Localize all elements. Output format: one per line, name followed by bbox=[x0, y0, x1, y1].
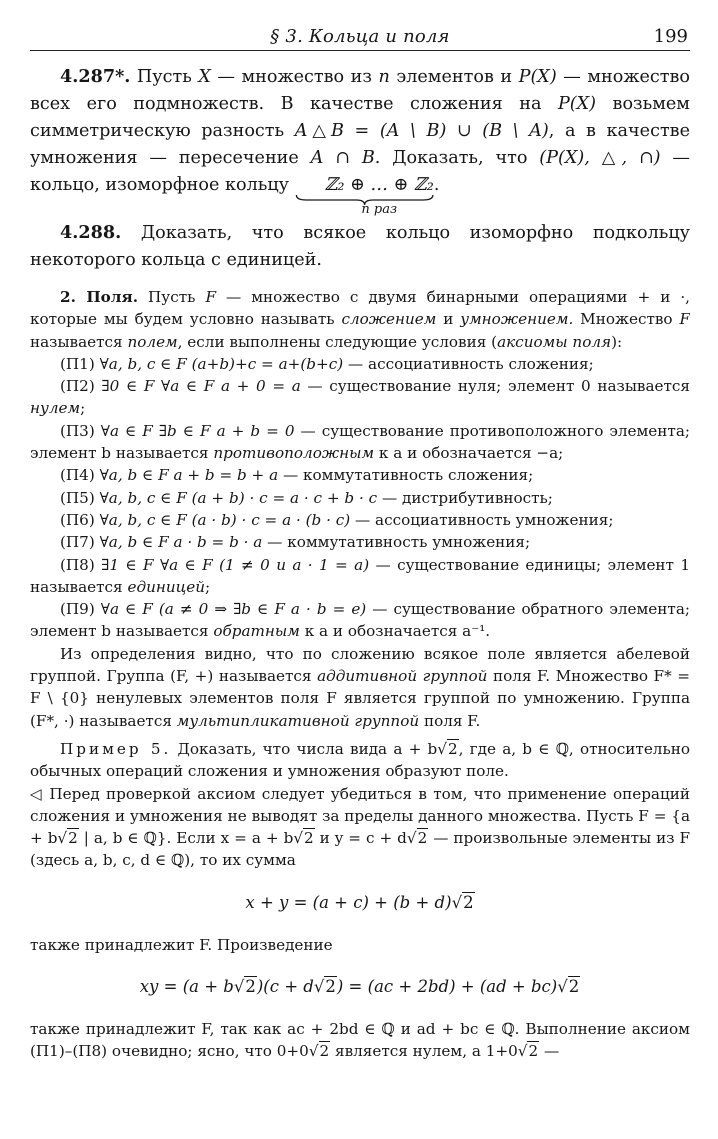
sqrt: √2 bbox=[557, 977, 580, 997]
text: — кольцо, изоморфное кольцу bbox=[30, 148, 690, 195]
formula-text: )(c + d bbox=[256, 977, 314, 997]
text: , если выполнены следующие условия ( bbox=[177, 332, 498, 351]
radicand: 2 bbox=[245, 977, 256, 997]
axiom-text: — ассоциативность умножения; bbox=[350, 510, 614, 529]
axiom-label: (П1) bbox=[60, 354, 95, 373]
formula-product bbox=[30, 956, 690, 1018]
text: , а в качестве умножения — пересечение bbox=[30, 121, 690, 168]
formula-text: ) = (ac + 2bd) + (ad + bc) bbox=[336, 977, 558, 997]
closing-paragraph bbox=[30, 1018, 690, 1063]
axiom-formula: ∀a ∈ F ∃b ∈ F a + b = 0 bbox=[94, 421, 295, 440]
axiom-label: (П3) bbox=[60, 421, 95, 440]
text: Пусть bbox=[130, 67, 199, 87]
section-fields bbox=[30, 286, 690, 1063]
axiom-text: — коммутативность умножения; bbox=[262, 533, 531, 552]
text: — bbox=[539, 1042, 560, 1061]
sqrt: √2 bbox=[57, 829, 78, 848]
text-between: также принадлежит F. Произведение bbox=[30, 935, 333, 954]
axiom-label: (П2) bbox=[60, 377, 95, 396]
text: является нулем, а 1+0 bbox=[330, 1042, 518, 1061]
axiom-term: противоположным bbox=[213, 444, 375, 463]
text: и y = c + d bbox=[314, 829, 407, 848]
page-number: 199 bbox=[653, 26, 688, 47]
document-page bbox=[30, 20, 690, 1130]
axiom-tail: ; bbox=[205, 577, 211, 596]
axiom-formula: ∃1 ∈ F ∀a ∈ F (1 ≠ 0 и a · 1 = a) bbox=[94, 555, 370, 574]
text: ◁ Перед проверкой аксиом следует убедиться в том, что применение операций сложения и умножения не выводят за пределы данного множества. Пусть F = {a + b bbox=[30, 784, 690, 848]
axiom-term: нулем bbox=[30, 399, 81, 418]
math: F bbox=[205, 288, 216, 306]
axiom-label: (П4) bbox=[60, 466, 95, 485]
sqrt: √2 bbox=[293, 829, 314, 848]
paragraph-groups bbox=[30, 643, 690, 732]
ring-direct-sum: ℤ₂ ⊕ … ⊕ ℤ₂ bbox=[324, 175, 434, 195]
text: Из определения видно, что по сложению всякое поле является абелевой группой. Группа (F, +) называется bbox=[30, 644, 690, 686]
sqrt: √2 bbox=[517, 1042, 539, 1061]
text: , где a, b ∈ ℚ, относительно обычных операций сложения и умножения образуют поле. bbox=[30, 739, 690, 781]
math: (P(X), △, ∩) bbox=[539, 148, 661, 168]
axiom-5 bbox=[30, 487, 690, 509]
problem-4-288 bbox=[30, 219, 690, 274]
emphasis: мультипликативной группой bbox=[176, 711, 420, 730]
radicand: 2 bbox=[463, 892, 474, 912]
emphasis: полем bbox=[127, 332, 178, 351]
sqrt: √2 bbox=[437, 739, 458, 758]
text: Пусть bbox=[138, 288, 206, 306]
text: элементов и bbox=[389, 67, 519, 87]
radicand: 2 bbox=[325, 977, 336, 997]
axiom-text: — существование обратного элемента; элемент b называется bbox=[30, 600, 690, 641]
axiom-formula: ∀a, b, c ∈ F (a · b) · c = a · (b · c) bbox=[94, 510, 351, 529]
axiom-2 bbox=[30, 375, 690, 420]
math: X bbox=[198, 67, 211, 87]
math: P(X) bbox=[557, 94, 597, 114]
text: ): bbox=[611, 332, 623, 351]
axiom-6 bbox=[30, 509, 690, 531]
text: . bbox=[433, 175, 440, 195]
emphasis: умножением. bbox=[460, 310, 574, 329]
axiom-text: — существование нуля; элемент 0 называется bbox=[300, 377, 690, 396]
axiom-tail: к a и обозначается a⁻¹. bbox=[299, 622, 491, 641]
axiom-formula: ∀a, b, c ∈ F (a+b)+c = a+(b+c) bbox=[94, 354, 344, 373]
problem-number: 4.287*. bbox=[60, 66, 131, 87]
axiom-text: — существование противоположного элемента; элемент b называется bbox=[30, 421, 690, 463]
formula-sum bbox=[30, 872, 690, 934]
radicand: 2 bbox=[68, 829, 78, 848]
axiom-1 bbox=[30, 353, 690, 375]
axiom-label: (П7) bbox=[60, 533, 95, 552]
axiom-label: (П5) bbox=[60, 488, 95, 507]
sqrt: √2 bbox=[308, 1042, 330, 1061]
axiom-9 bbox=[30, 598, 690, 643]
math: P(X) bbox=[518, 67, 557, 87]
text: и bbox=[436, 310, 461, 329]
axiom-term: обратным bbox=[213, 622, 300, 641]
axiom-formula: ∀a ∈ F (a ≠ 0 ⇒ ∃b ∈ F a · b = e) bbox=[94, 600, 367, 619]
text: Доказать, что всякое кольцо изоморфно подкольцу некоторого кольца с единицей. bbox=[30, 223, 690, 270]
text: . Доказать, что bbox=[374, 148, 540, 168]
emphasis: сложением bbox=[341, 310, 437, 329]
axiom-formula: ∀a, b ∈ F a · b = b · a bbox=[94, 533, 263, 552]
math: F bbox=[679, 310, 690, 329]
axiom-7 bbox=[30, 531, 690, 553]
axiom-formula: ∀a, b ∈ F a + b = b + a bbox=[94, 466, 279, 485]
text: поля F. Множество F* = F \ {0} ненулевых элементов поля F является группой по умножению. Группа (F*, ·) называется bbox=[30, 667, 690, 730]
text: также принадлежит F, так как ac + 2bd ∈ ℚ и ad + bc ∈ ℚ. Выполнение аксиом (П1)–(П8) очевидно; ясно, что 0+0 bbox=[30, 1020, 690, 1061]
problem-4-287 bbox=[30, 63, 690, 217]
axiom-label: (П6) bbox=[60, 510, 95, 529]
math: A△B = (A \ B) ∪ (B \ A) bbox=[294, 121, 549, 141]
sqrt: √2 bbox=[313, 977, 336, 997]
text: — множество всех его подмножеств. В качестве сложения на bbox=[30, 67, 690, 114]
text: Доказать, что числа вида a + b bbox=[171, 739, 438, 758]
radicand: 2 bbox=[568, 977, 580, 997]
sqrt: √2 bbox=[233, 977, 256, 997]
text: Множество bbox=[573, 310, 680, 329]
axiom-tail: ; bbox=[80, 399, 86, 418]
sqrt: √2 bbox=[406, 829, 428, 848]
problem-number: 4.288. bbox=[60, 222, 122, 243]
text: возьмем симметрическую разность bbox=[30, 94, 690, 141]
sqrt: √2 bbox=[451, 892, 474, 912]
radicand: 2 bbox=[447, 739, 458, 758]
proof-paragraph bbox=[30, 783, 690, 872]
axiom-text: — существование единицы; элемент 1 называется bbox=[30, 555, 690, 596]
running-header bbox=[30, 20, 690, 51]
radicand: 2 bbox=[319, 1042, 330, 1061]
axiom-label: (П9) bbox=[60, 600, 95, 619]
axiom-tail: к a и обозначается −a; bbox=[374, 444, 564, 463]
axiom-text: — дистрибутивность; bbox=[377, 488, 553, 507]
underbrace-group bbox=[295, 172, 434, 217]
brace-label: n раз bbox=[361, 202, 398, 217]
axiom-text: — коммутативность сложения; bbox=[278, 466, 534, 485]
radicand: 2 bbox=[417, 829, 428, 848]
text: называется bbox=[30, 332, 128, 351]
radicand: 2 bbox=[528, 1042, 539, 1061]
axiom-label: (П8) bbox=[60, 555, 95, 574]
section-heading: 2. Поля. bbox=[60, 288, 139, 306]
text: — произвольные элементы из F (здесь a, b, c, d ∈ ℚ), то их сумма bbox=[30, 829, 690, 870]
text: | a, b ∈ ℚ}. Если x = a + b bbox=[78, 829, 294, 848]
text: поля F. bbox=[419, 711, 481, 730]
math: n bbox=[378, 67, 390, 87]
example-5 bbox=[30, 738, 690, 783]
text: — множество из bbox=[210, 67, 379, 87]
formula-text: xy = (a + b bbox=[139, 977, 234, 997]
section-intro bbox=[30, 286, 690, 353]
text: — множество с двумя бинарными операциями + и ·, которые мы будем условно называть bbox=[30, 288, 690, 329]
axiom-3 bbox=[30, 420, 690, 465]
example-label: Пример 5. bbox=[60, 739, 172, 758]
emphasis: аддитивной группой bbox=[317, 667, 488, 686]
axiom-formula: ∃0 ∈ F ∀a ∈ F a + 0 = a bbox=[94, 377, 301, 396]
section-title: § 3. Кольца и поля bbox=[270, 26, 450, 47]
axiom-formula: ∀a, b, c ∈ F (a + b) · c = a · c + b · c bbox=[94, 488, 378, 507]
math: A ∩ B bbox=[310, 148, 375, 168]
axiom-8 bbox=[30, 554, 690, 599]
axiom-text: — ассоциативность сложения; bbox=[343, 354, 594, 373]
emphasis: аксиомы поля bbox=[497, 332, 612, 351]
axiom-term: единицей bbox=[127, 577, 206, 596]
radicand: 2 bbox=[304, 829, 314, 848]
axiom-4 bbox=[30, 464, 690, 486]
formula-text: x + y = (a + c) + (b + d) bbox=[245, 892, 452, 912]
